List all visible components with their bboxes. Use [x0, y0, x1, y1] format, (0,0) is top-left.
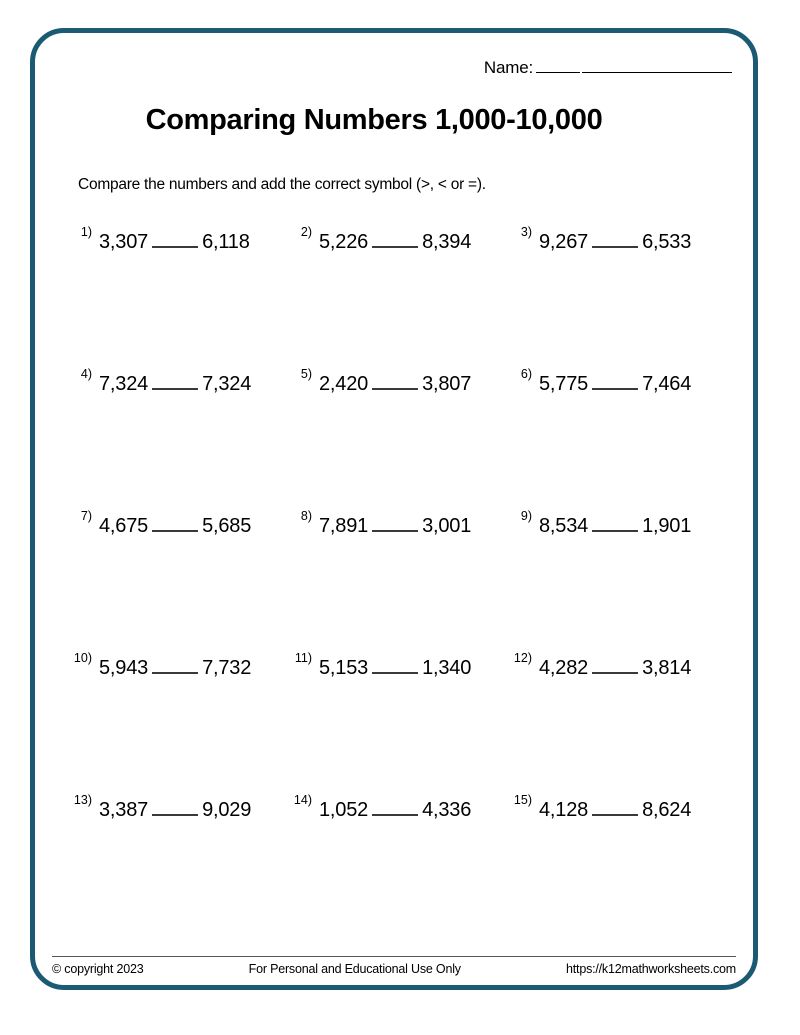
- footer-text-row: [52, 962, 736, 976]
- problem-number: 9): [520, 509, 532, 523]
- right-operand: 7,324: [202, 373, 252, 395]
- problem-number: 8): [300, 509, 312, 523]
- problem-expression: [99, 657, 251, 680]
- problem-14: [290, 792, 510, 934]
- problem-number: 5): [300, 367, 312, 381]
- problem-3: [510, 224, 730, 366]
- problem-number: 4): [80, 367, 92, 381]
- problem-number: 15): [513, 793, 532, 807]
- right-operand: 9,029: [202, 799, 252, 821]
- left-operand: 5,226: [319, 231, 369, 253]
- left-operand: 3,307: [99, 231, 149, 253]
- problem-row: [70, 792, 730, 934]
- left-operand: 1,052: [319, 799, 369, 821]
- name-label: Name:: [483, 58, 533, 77]
- problem-10: [70, 650, 290, 792]
- problem-13: [70, 792, 290, 934]
- problem-12: [510, 650, 730, 792]
- left-operand: 5,153: [319, 657, 369, 679]
- page-title: Comparing Numbers 1,000-10,000: [145, 104, 603, 136]
- comparison-symbol-blank[interactable]: [592, 376, 638, 390]
- problem-row: [70, 650, 730, 792]
- comparison-symbol-blank[interactable]: [592, 802, 638, 816]
- left-operand: 8,534: [539, 515, 589, 537]
- right-operand: 7,464: [642, 373, 692, 395]
- left-operand: 9,267: [539, 231, 589, 253]
- footer-divider: [52, 956, 736, 957]
- right-operand: 3,814: [642, 657, 692, 679]
- left-operand: 3,387: [99, 799, 149, 821]
- problem-expression: [319, 373, 471, 396]
- problem-number: 2): [300, 225, 312, 239]
- problem-number: 14): [293, 793, 312, 807]
- problem-expression: [539, 657, 691, 680]
- footer: [52, 956, 736, 976]
- problem-4: [70, 366, 290, 508]
- comparison-symbol-blank[interactable]: [372, 234, 418, 248]
- comparison-symbol-blank[interactable]: [372, 802, 418, 816]
- left-operand: 5,943: [99, 657, 149, 679]
- right-operand: 1,901: [642, 515, 692, 537]
- problem-row: [70, 366, 730, 508]
- comparison-symbol-blank[interactable]: [152, 376, 198, 390]
- right-operand: 8,624: [642, 799, 692, 821]
- problem-row: [70, 224, 730, 366]
- comparison-symbol-blank[interactable]: [152, 234, 198, 248]
- instructions-text: Compare the numbers and add the correct symbol (>, < or =).: [78, 176, 486, 193]
- comparison-symbol-blank[interactable]: [152, 518, 198, 532]
- problem-expression: [99, 515, 251, 538]
- problem-expression: [539, 231, 691, 254]
- right-operand: 1,340: [422, 657, 472, 679]
- comparison-symbol-blank[interactable]: [592, 660, 638, 674]
- problem-expression: [319, 515, 471, 538]
- right-operand: 6,118: [202, 231, 250, 253]
- comparison-symbol-blank[interactable]: [372, 376, 418, 390]
- problem-number: 7): [80, 509, 92, 523]
- right-operand: 6,533: [642, 231, 692, 253]
- comparison-symbol-blank[interactable]: [372, 660, 418, 674]
- problem-number: 11): [294, 651, 312, 665]
- problem-number: 12): [513, 651, 532, 665]
- problem-expression: [319, 231, 471, 254]
- problem-5: [290, 366, 510, 508]
- problem-expression: [99, 373, 251, 396]
- comparison-symbol-blank[interactable]: [592, 234, 638, 248]
- problem-expression: [319, 657, 471, 680]
- problem-15: [510, 792, 730, 934]
- problem-expression: [539, 515, 691, 538]
- problem-number: 3): [520, 225, 532, 239]
- problem-expression: [319, 799, 471, 822]
- left-operand: 4,128: [539, 799, 589, 821]
- left-operand: 4,675: [99, 515, 149, 537]
- problem-8: [290, 508, 510, 650]
- problem-6: [510, 366, 730, 508]
- right-operand: 3,001: [422, 515, 472, 537]
- problem-7: [70, 508, 290, 650]
- problem-expression: [539, 373, 691, 396]
- comparison-symbol-blank[interactable]: [152, 802, 198, 816]
- right-operand: 8,394: [422, 231, 472, 253]
- right-operand: 7,732: [202, 657, 252, 679]
- problem-expression: [99, 231, 250, 254]
- left-operand: 5,775: [539, 373, 589, 395]
- problem-expression: [99, 799, 251, 822]
- right-operand: 3,807: [422, 373, 472, 395]
- problem-number: 13): [73, 793, 92, 807]
- problem-number: 10): [73, 651, 92, 665]
- problem-number: 6): [520, 367, 532, 381]
- footer-website-url[interactable]: https://k12mathworksheets.com: [566, 962, 736, 976]
- left-operand: 2,420: [319, 373, 369, 395]
- name-write-line-short[interactable]: [536, 58, 580, 73]
- footer-usage-notice: For Personal and Educational Use Only: [248, 962, 461, 976]
- comparison-symbol-blank[interactable]: [592, 518, 638, 532]
- right-operand: 5,685: [202, 515, 252, 537]
- left-operand: 7,891: [319, 515, 369, 537]
- left-operand: 4,282: [539, 657, 589, 679]
- worksheet-content: [30, 28, 758, 990]
- problem-row: [70, 508, 730, 650]
- comparison-symbol-blank[interactable]: [152, 660, 198, 674]
- left-operand: 7,324: [99, 373, 149, 395]
- problem-2: [290, 224, 510, 366]
- problem-11: [290, 650, 510, 792]
- right-operand: 4,336: [422, 799, 472, 821]
- name-field-row: [484, 58, 732, 78]
- problem-expression: [539, 799, 691, 822]
- footer-copyright: © copyright 2023: [52, 962, 144, 976]
- comparison-symbol-blank[interactable]: [372, 518, 418, 532]
- problem-grid: [70, 224, 730, 934]
- name-write-line-long[interactable]: [582, 58, 732, 73]
- problem-1: [70, 224, 290, 366]
- problem-number: 1): [80, 225, 92, 239]
- problem-9: [510, 508, 730, 650]
